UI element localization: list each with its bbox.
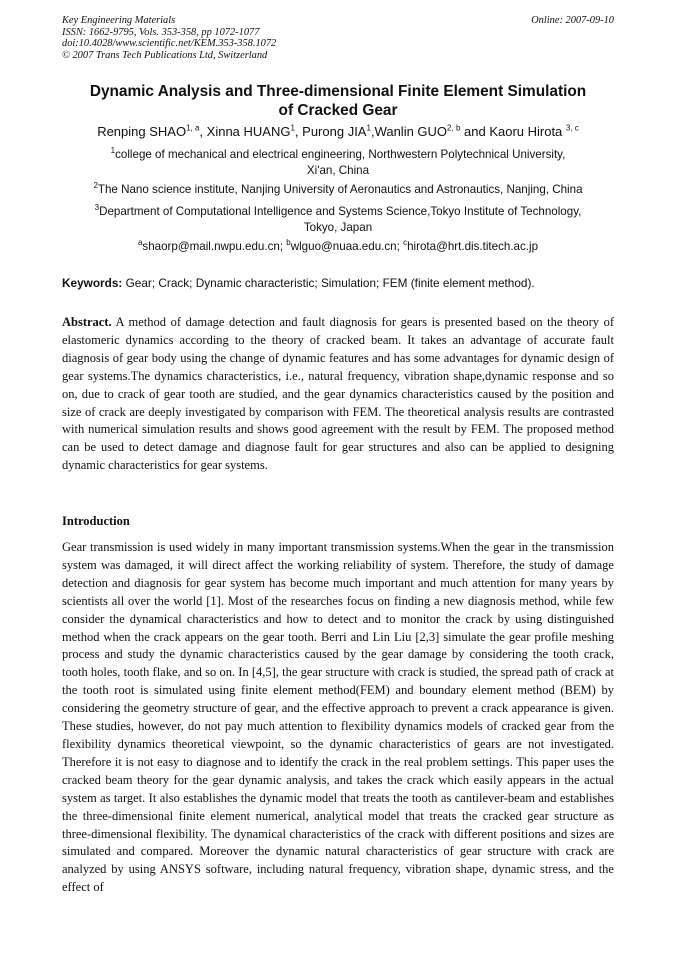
journal-header [62, 15, 614, 61]
journal-name: Key Engineering Materials [62, 15, 176, 26]
introduction-text: Gear transmission is used widely in many important transmission systems.When the gear in the transmission system was damaged, it will direct affect the working reliability of system. Therefore, the study of damage detection and diagnosis for gear system has become much important and much attention for many years by scientists all over the world [1]. Most of the researches focus on finding a new diagnosis method, while few consider the dynamical characteristics and how to detect and to monitor the crack by using distinguished method when the crack appears on the gear tooth. Berri and Lin Liu [2,3] simulate the gear profile meshing process and study the dynamic characteristics caused by the gear damage by considering the tooth crack, tooth holes, tooth flake, and so on. In [4,5], the gear structure with crack is studied, the spread path of crack at the tooth root is simulated using finite element method(FEM) and boundary element method (BEM) by considering the geometry structure of gear, and the effective approach to prevent a crack appearance is given. These studies, however, do not pay much attention to flexibility dynamics models of cracked gear from the flexibility dynamics theoretical viewpoint, so the dynamic characteristics of gears are not investigated. Therefore it is not easy to diagnose and to identify the crack in the real problem settings. This paper uses the cracked beam theory for the gear dynamic analysis, and takes the crack which easily appears in the actual system as target. It also establishes the dynamic model that treats the tooth as cantilever-beam and establishes the three-dimensional finite element numerical, analytical model that treats the cracked gear structure as three-dimensional flexibility. The dynamical characteristics of the crack with different positions and sizes are simulated and compared. Moreover the dynamic natural characteristics of gear structure with crack are analyzed by using ANSYS software, including natural frequency, vibration shape, dynamic stress, and the effect of [62, 540, 614, 895]
author: Purong JIA$^1$, [302, 123, 375, 139]
journal-doi: doi:10.4028/www.scientific.net/KEM.353-358.1072 [62, 38, 277, 50]
affiliation-3: $^3$Department of Computational Intelligence and Systems Science,Tokyo Institute of Technology, Tokyo, Japan [94, 203, 582, 234]
affiliation-2: $^2$The Nano science institute, Nanjing University of Aeronautics and Astronautics, Nanjing, China [93, 181, 583, 196]
title-line-1: Dynamic Analysis and Three-dimensional Finite Element Simulation [89, 83, 587, 100]
paper-title [62, 82, 614, 120]
author: Xinna HUANG$^1$, [206, 123, 303, 139]
author: Kaoru Hirota $^{3, c}$ [489, 123, 579, 139]
author: Renping SHAO$^{1, a}$, [97, 123, 207, 139]
abstract [62, 314, 614, 475]
email-link[interactable]: wlguo@nuaa.edu.cn; [290, 240, 404, 253]
keywords [62, 276, 614, 291]
abstract-label: Abstract. [62, 315, 112, 329]
online-date: Online: 2007-09-10 [531, 15, 614, 26]
keywords-text: Gear; Crack; Dynamic characteristic; Simulation; FEM (finite element method). [122, 276, 535, 290]
journal-issn: ISSN: 1662-9795, Vols. 353-358, pp 1072-1077 [62, 26, 260, 38]
author: Wanlin GUO$^{2, b}$ and [374, 123, 490, 139]
affiliation-1: $^1$college of mechanical and electrical engineering, Northwestern Polytechnical University, Xi'an, China [110, 146, 566, 177]
title-line-2: of Cracked Gear [278, 102, 398, 119]
author-emails: $^a$shaorp@mail.nwpu.edu.cn; $^b$wlguo@nuaa.edu.cn; $^c$hirota@hrt.dis.titech.ac.jp [137, 238, 539, 253]
journal-copyright: © 2007 Trans Tech Publications Ltd, Switzerland [62, 49, 268, 61]
email-link[interactable]: shaorp@mail.nwpu.edu.cn; [142, 240, 287, 253]
email-link[interactable]: hirota@hrt.dis.titech.ac.jp [407, 240, 539, 253]
keywords-label: Keywords: [62, 276, 123, 290]
section-heading-introduction: Introduction [62, 514, 130, 528]
abstract-text: A method of damage detection and fault diagnosis for gears is presented based on the theory of elastomeric dynamics according to the theory of cracked beam. It takes an advantage of accurate fault diagnosis of gear body using the change of dynamic features and has some advantages for dynamic design of gear systems.The dynamics characteristics, i.e., natural frequency, vibration shape,dynamic response and so on, due to crack of gear tooth are studied, and the gear dynamics characteristics caused by the position and size of crack are deeply investigated by comparison with FEM. The theoretical analysis results are contrasted with numerical simulation results and shows good agreement with the result by FEM. The proposed method can be used to detect damage and diagnose fault for gear structures and also can be applied to designing dynamic characteristics for gear systems. [62, 315, 614, 473]
author-list [62, 124, 614, 140]
